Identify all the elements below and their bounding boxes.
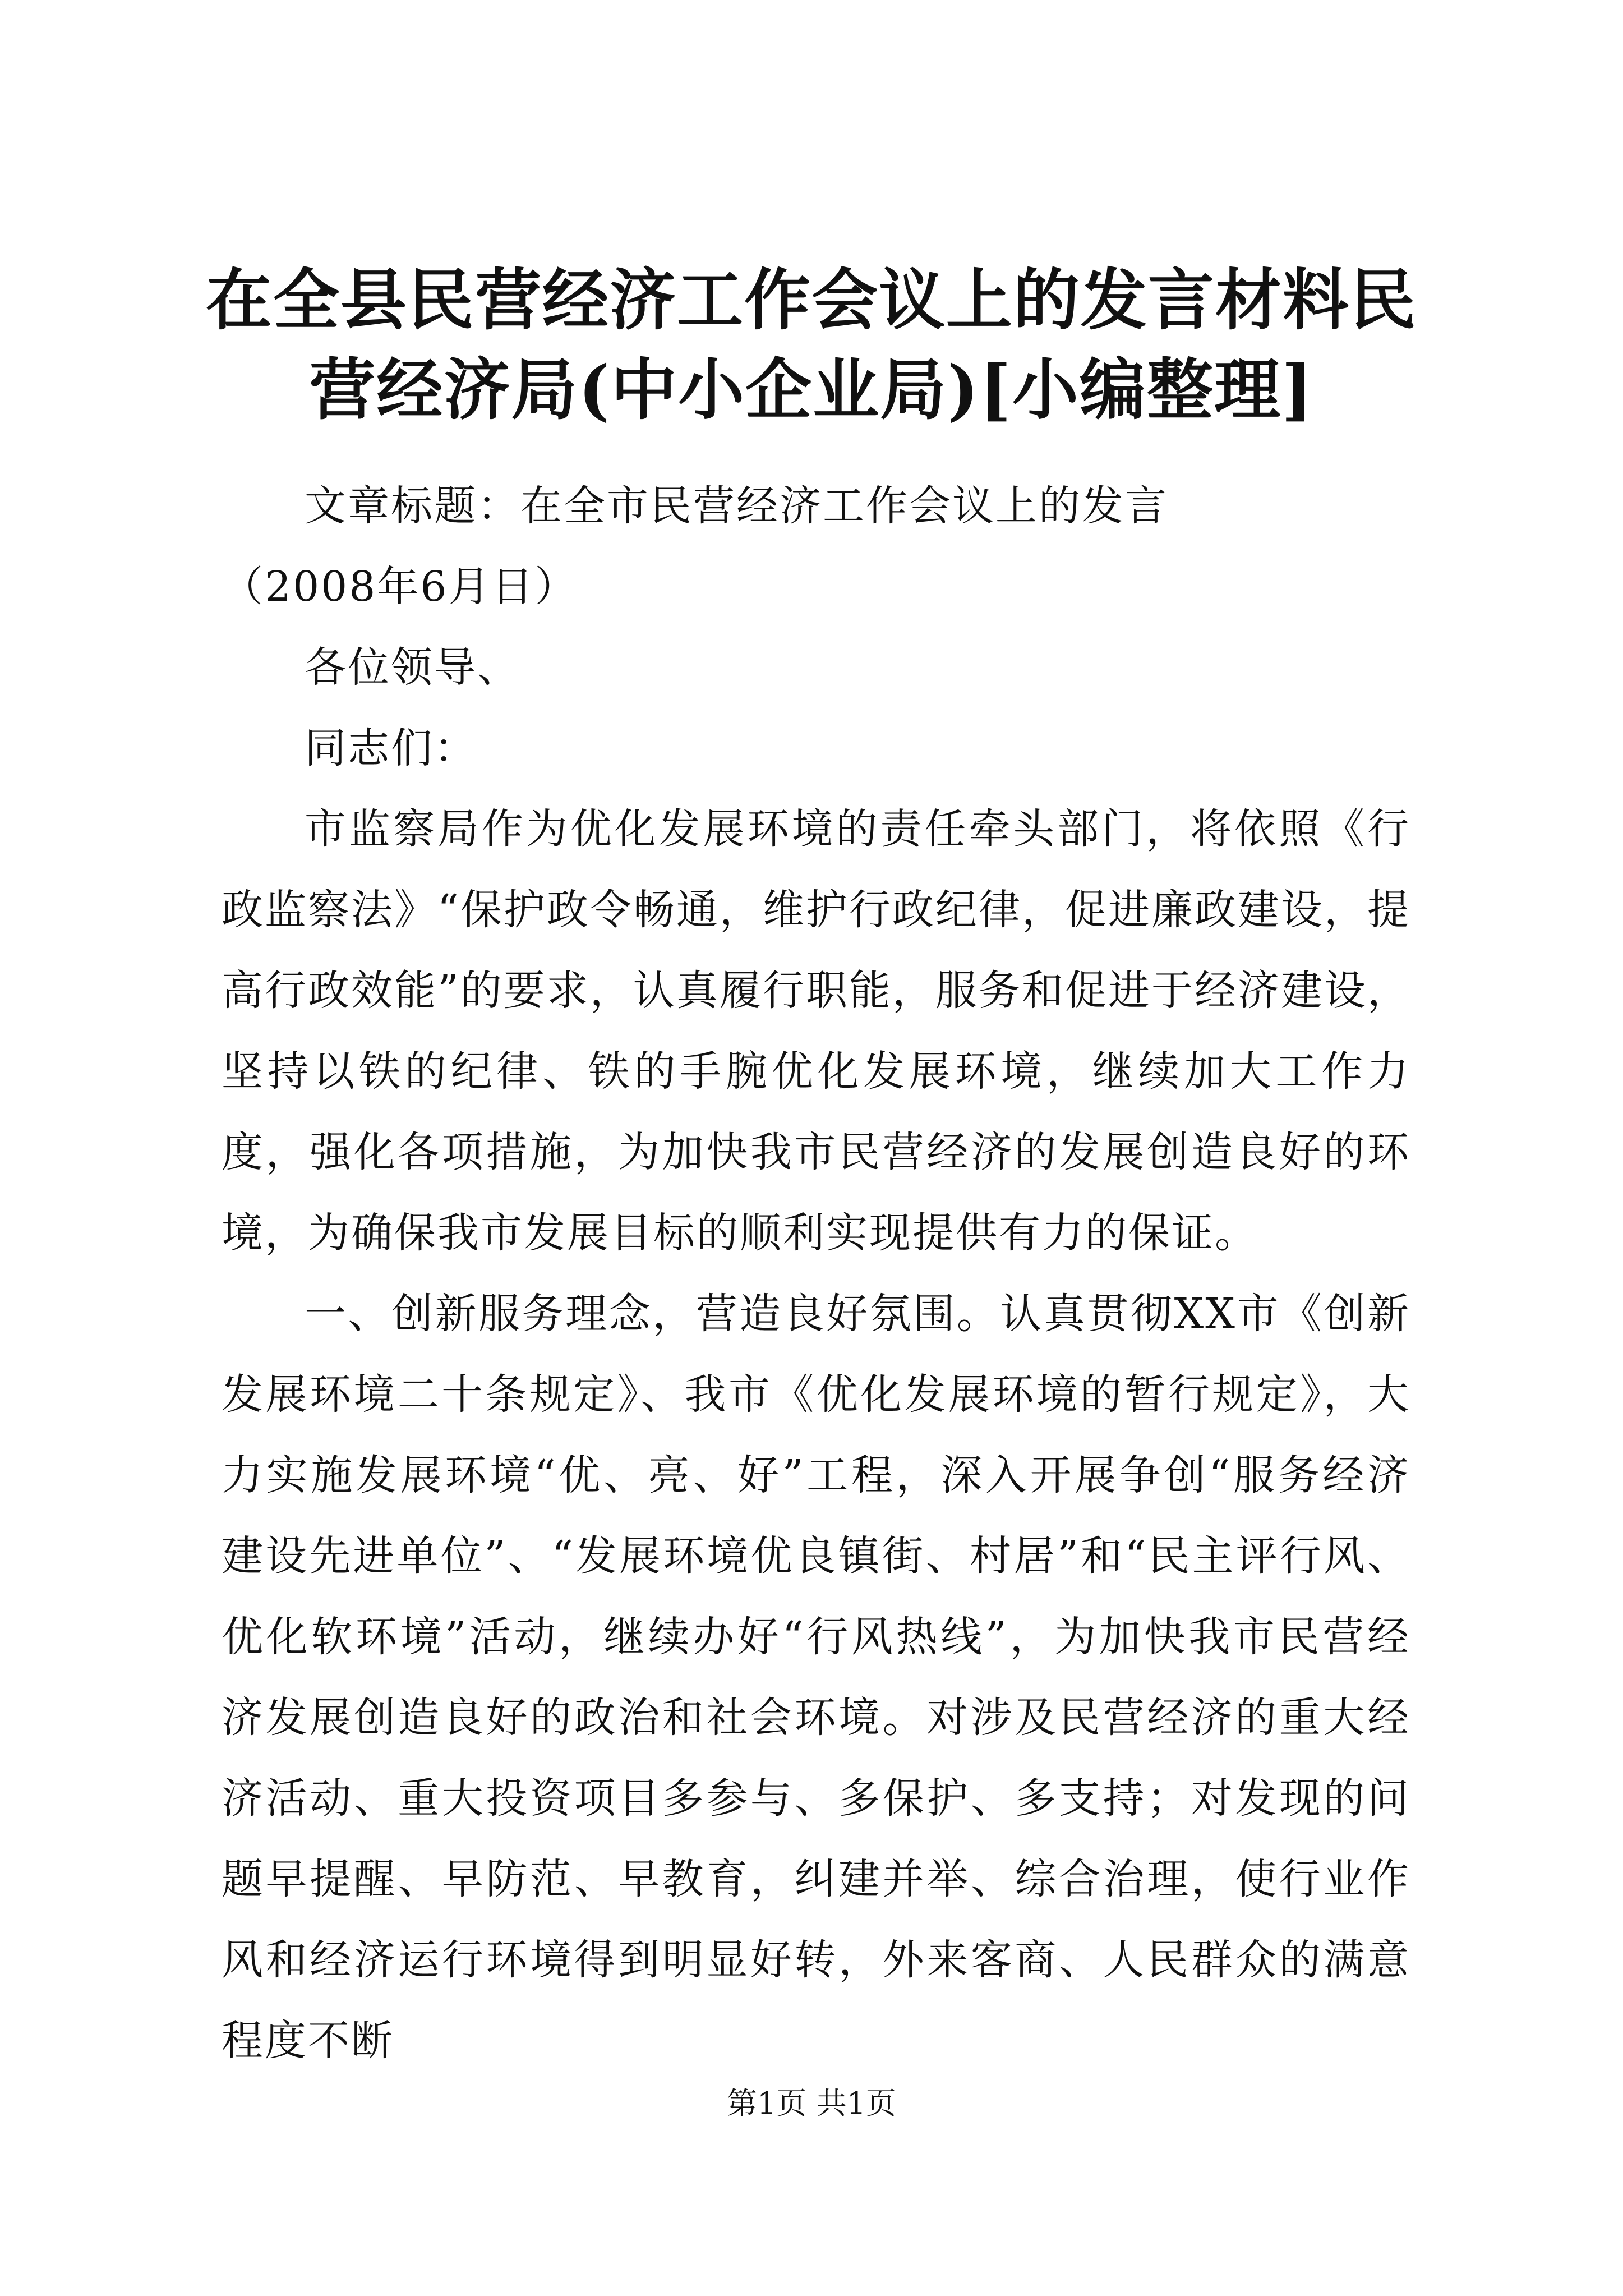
salutation-leaders: 各位领导、 bbox=[305, 643, 520, 692]
document-body bbox=[222, 466, 1410, 2081]
body-paragraph: 一、创新服务理念，营造良好氛围。认真贯彻XX市《创新发展环境二十条规定》、我市《优化发展环境的暂行规定》，大力实施发展环境“优、亮、好”工程，深入开展争创“服务经济建设先进单位”、“发展环境优良镇街、村居”和“民主评行风、优化软环境”活动，继续办好“行风热线”，为加快我市民营经济发展创造良好的政治和社会环境。对涉及民营经济的重大经济活动、重大投资项目多参与、多保护、多支持；对发现的问题早提醒、早防范、早教育，纠建并举、综合治理，使行业作风和经济运行环境得到明显好转，外来客商、人民群众的满意程度不断 bbox=[222, 1290, 1410, 2065]
document-title: 在全县民营经济工作会议上的发言材料民营经济局(中小企业局)[小编整理] bbox=[205, 261, 1417, 429]
page-footer: 第1页 共1页 bbox=[727, 2086, 896, 2121]
salutation-comrades: 同志们： bbox=[305, 724, 477, 772]
body-paragraph: 市监察局作为优化发展环境的责任牵头部门，将依照《行政监察法》“保护政令畅通，维护行政纪律，促进廉政建设，提高行政效能”的要求，认真履行职能，服务和促进于经济建设，坚持以铁的纪律、铁的手腕优化发展环境，继续加大工作力度，强化各项措施，为加快我市民营经济的发展创造良好的环境，为确保我市发展目标的顺利实现提供有力的保证。 bbox=[222, 805, 1410, 1257]
article-title-line: 文章标题：在全市民营经济工作会议上的发言 bbox=[305, 482, 1168, 530]
date-line: （2008年6月日） bbox=[222, 563, 578, 611]
